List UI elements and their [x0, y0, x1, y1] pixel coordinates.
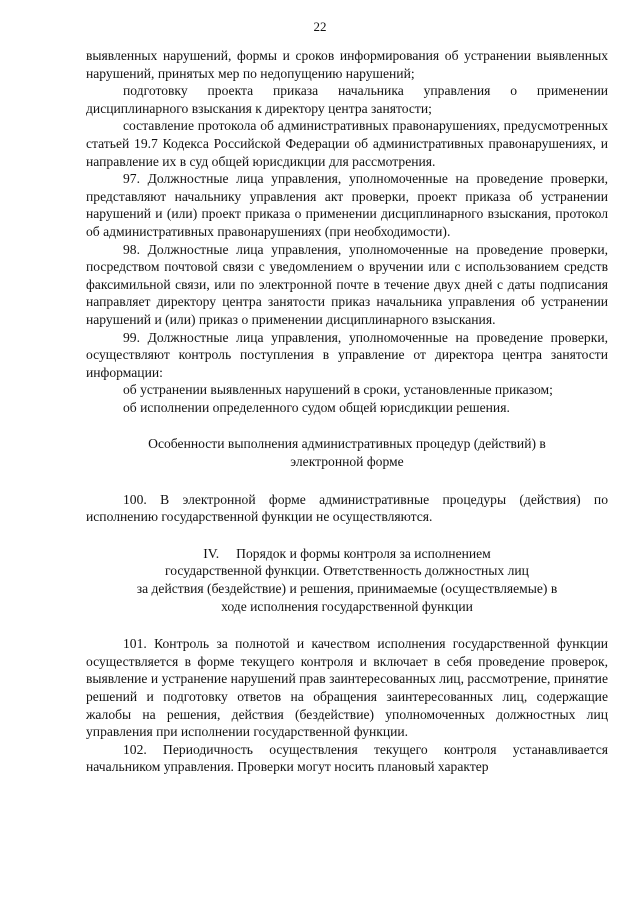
section-heading-line-1: IV. Порядок и формы контроля за исполнением: [203, 545, 491, 561]
paragraph-protocol: составление протокола об административных правонарушениях, предусмотренных статьей 19.7 Кодекса Российской Федерации об административных правонарушениях, и направление их в суд общей юрисдикции для рассмотрения.: [86, 118, 608, 169]
subsection-heading-line-1: Особенности выполнения административных процедур (действий) в: [148, 436, 546, 452]
section-heading-line-3: за действия (бездействие) и решения, принимаемые (осуществляемые) в: [136, 581, 558, 597]
paragraph-continuation: выявленных нарушений, формы и сроков информирования об устранении выявленных нарушений, принятых мер по недопущению нарушений;: [86, 48, 608, 81]
paragraph-99-item-b: об исполнении определенного судом общей юрисдикции решения.: [123, 399, 510, 415]
section-heading-line-2: государственной функции. Ответственность должностных лиц: [165, 563, 529, 579]
section-heading-line-4: ходе исполнения государственной функции: [221, 598, 473, 614]
subsection-heading-line-2: электронной форме: [290, 454, 404, 470]
paragraph-98: 98. Должностные лица управления, уполномоченные на проведение проверки, посредством почтовой связи с уведомлением о вручении или с использованием средств факсимильной связи, или по электронной почте в течение двух дней с даты подписания направляет директору центра занятости приказ начальника управления об устранении нарушений и (или) приказ о применении дисциплинарного взыскания.: [86, 241, 608, 327]
paragraph-102: 102. Периодичность осуществления текущего контроля устанавливается начальником управления. Проверки могут носить плановый характер: [86, 741, 608, 775]
paragraph-97: 97. Должностные лица управления, уполномоченные на проведение проверки, представляют начальнику управления акт проверки, проект приказа об устранении нарушений и (или) проект приказа о применении дисциплинарного взыскания, протокол об административных правонарушениях (при необходимости).: [86, 171, 608, 239]
paragraph-101: 101. Контроль за полнотой и качеством исполнения государственной функции осуществляется в форме текущего контроля и включает в себя проведение проверок, выявление и устранение нарушений прав заинтересованных лиц, рассмотрение, принятие решений и подготовку ответов на обращения заинтересованных лиц, содержащие жалобы на решения, действия (бездействие) уполномоченных должностных лиц управления при исполнении государственной функции.: [86, 636, 608, 740]
paragraph-99: 99. Должностные лица управления, уполномоченные на проведение проверки, осуществляют контроль поступления в управление от директора центра занятости информации:: [86, 329, 608, 380]
document-body: [86, 47, 608, 776]
paragraph-99-item-a: об устранении выявленных нарушений в сроки, установленные приказом;: [123, 382, 553, 398]
subsection-heading: [86, 435, 608, 470]
page-number: 22: [313, 19, 327, 34]
paragraph-100: 100. В электронной форме административные процедуры (действия) по исполнению государственной функции не осуществляются.: [86, 491, 608, 525]
section-heading: [86, 545, 608, 615]
paragraph-draft-order: подготовку проекта приказа начальника управления о применении дисциплинарного взыскания к директору центра занятости;: [86, 83, 608, 116]
